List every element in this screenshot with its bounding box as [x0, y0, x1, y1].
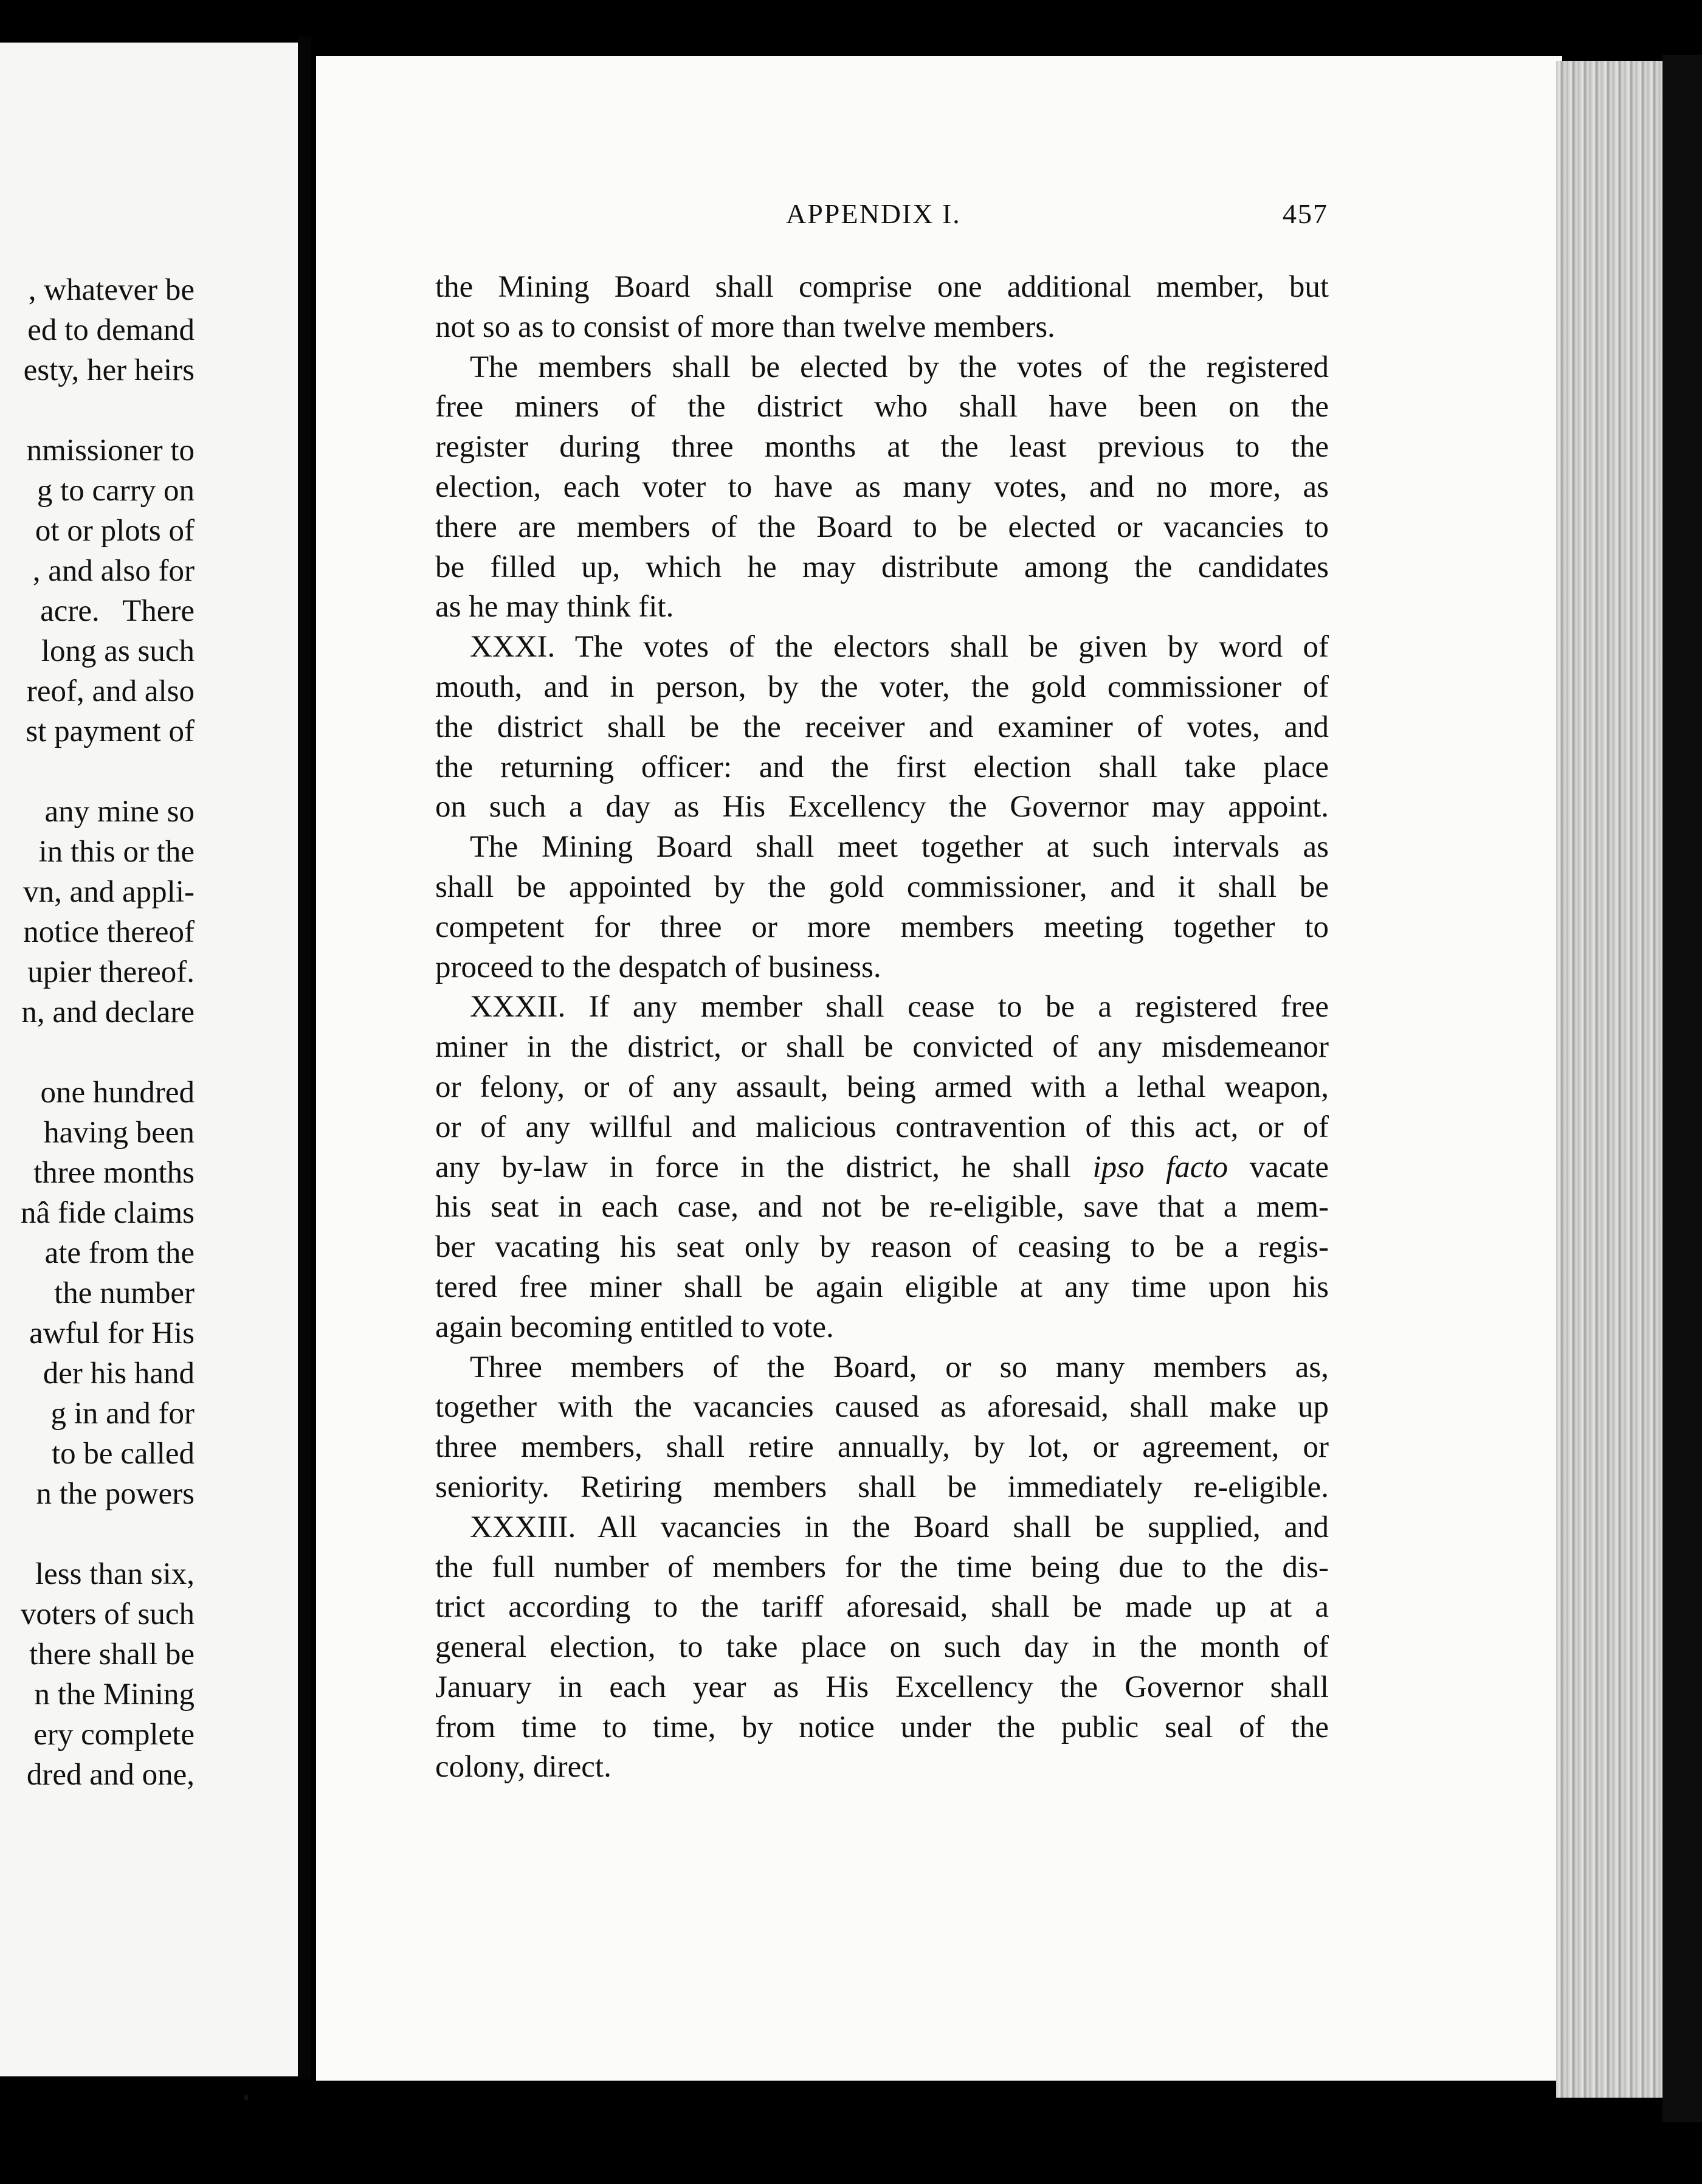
left-line: der his hand — [43, 1356, 195, 1391]
text-line: trict according to the tariff aforesaid, shall be made up at a — [435, 1590, 1329, 1625]
text-line: together with the vacancies caused as aforesaid, shall make up — [435, 1390, 1329, 1425]
left-line: three months — [33, 1156, 195, 1190]
text-line: colony, direct. — [435, 1750, 612, 1785]
left-line: ate from the — [44, 1236, 195, 1270]
left-line: upier thereof. — [27, 955, 195, 989]
text-line: there are members of the Board to be elected or vacancies to — [435, 510, 1329, 544]
page-body — [435, 268, 1329, 1788]
left-line: vn, and appli- — [23, 875, 195, 909]
text-line: Three members of the Board, or so many members as, — [470, 1350, 1329, 1384]
book-gutter — [298, 36, 311, 2079]
left-line: notice thereof — [23, 915, 195, 949]
left-line: ed to demand — [27, 313, 195, 347]
left-line: n the powers — [36, 1477, 195, 1511]
text-line: the district shall be the receiver and examiner of votes, and — [435, 710, 1329, 744]
italic-phrase: ipso facto — [1092, 1150, 1228, 1184]
left-page — [0, 43, 298, 2076]
text-line: January in each year as His Excellency the Governor shall — [435, 1670, 1329, 1704]
left-line: one hundred — [40, 1076, 195, 1110]
left-line: g in and for — [50, 1397, 195, 1431]
left-line: less than six, — [35, 1557, 195, 1591]
text-line: not so as to consist of more than twelve members. — [435, 309, 1055, 344]
text-line: election, each voter to have as many votes, and no more, as — [435, 469, 1329, 504]
text-line: three members, shall retire annually, by lot, or agreement, or — [435, 1430, 1329, 1465]
left-line: ery complete — [33, 1718, 195, 1752]
text-line: The members shall be elected by the votes of the registered — [470, 350, 1329, 384]
left-line: n, and declare — [21, 995, 195, 1029]
text-line: the returning officer: and the first election shall take place — [435, 750, 1329, 784]
section-xxxiii-line: XXXIII. All vacancies in the Board shall be supplied, and — [470, 1510, 1329, 1544]
page-edges — [1556, 61, 1662, 2098]
left-line: reof, and also — [26, 674, 195, 708]
left-line: to be called — [51, 1437, 195, 1471]
text-line: or of any willful and malicious contravention of this act, or of — [435, 1110, 1329, 1144]
left-line: awful for His — [29, 1316, 195, 1350]
text-line: tered free miner shall be again eligible at any time upon his — [435, 1270, 1329, 1304]
running-title: APPENDIX I. — [786, 198, 961, 229]
left-line: , whatever be — [28, 273, 195, 307]
text-line: any by-law in force in the district, he shall ipso facto vacate — [435, 1150, 1329, 1184]
page-number: 457 — [1283, 198, 1328, 229]
text-line: as he may think fit. — [435, 590, 674, 624]
left-line: any mine so — [44, 795, 195, 829]
text-line: proceed to the despatch of business. — [435, 950, 881, 984]
left-line: esty, her heirs — [23, 353, 195, 387]
left-line: in this or the — [38, 835, 195, 869]
left-line: g to carry on — [36, 474, 195, 508]
left-line: having been — [44, 1116, 195, 1150]
left-line: voters of such — [20, 1597, 195, 1631]
left-line: acre. There — [40, 594, 195, 628]
left-line: dred and one, — [26, 1758, 195, 1792]
left-line: ot or plots of — [35, 514, 195, 548]
left-line: nmissioner to — [26, 434, 195, 468]
text-line: from time to time, by notice under the public seal of the — [435, 1710, 1329, 1744]
text-line: The Mining Board shall meet together at such intervals as — [470, 830, 1329, 865]
text-line: his seat in each case, and not be re-eligible, save that a mem- — [435, 1190, 1329, 1225]
text-line: register during three months at the least previous to the — [435, 430, 1329, 465]
left-line: there shall be — [29, 1637, 195, 1671]
left-line: the number — [54, 1276, 195, 1310]
text-line: on such a day as His Excellency the Governor may appoint. — [435, 790, 1329, 824]
text-line: miner in the district, or shall be convicted of any misdemeanor — [435, 1030, 1329, 1065]
scan-border — [1662, 55, 1702, 2122]
text-line: the Mining Board shall comprise one additional member, but — [435, 270, 1329, 304]
text-line: the full number of members for the time being due to the dis- — [435, 1550, 1329, 1584]
text-line: shall be appointed by the gold commissioner, and it shall be — [435, 869, 1329, 904]
left-line: st payment of — [26, 714, 195, 748]
scan-speck — [244, 2095, 248, 2101]
text-line: or felony, or of any assault, being armed with a lethal weapon, — [435, 1070, 1329, 1104]
left-line: nâ fide claims — [20, 1196, 195, 1230]
left-line: long as such — [41, 634, 195, 668]
section-xxxii-line: XXXII. If any member shall cease to be a registered free — [470, 990, 1329, 1025]
text-line: ber vacating his seat only by reason of ceasing to be a regis- — [435, 1230, 1329, 1265]
left-line: , and also for — [32, 554, 195, 588]
section-xxxi-line: XXXI. The votes of the electors shall be given by word of — [470, 630, 1329, 665]
text-line: general election, to take place on such day in the month of — [435, 1630, 1329, 1665]
text-line: mouth, and in person, by the voter, the gold commissioner of — [435, 669, 1329, 704]
left-line: n the Mining — [34, 1678, 195, 1712]
text-line: seniority. Retiring members shall be immediately re-eligible. — [435, 1470, 1329, 1504]
text-line: competent for three or more members meeting together to — [435, 910, 1329, 944]
text-line: be filled up, which he may distribute among the candidates — [435, 550, 1329, 584]
text-line: again becoming entitled to vote. — [435, 1310, 834, 1344]
text-line: free miners of the district who shall have been on the — [435, 390, 1329, 424]
